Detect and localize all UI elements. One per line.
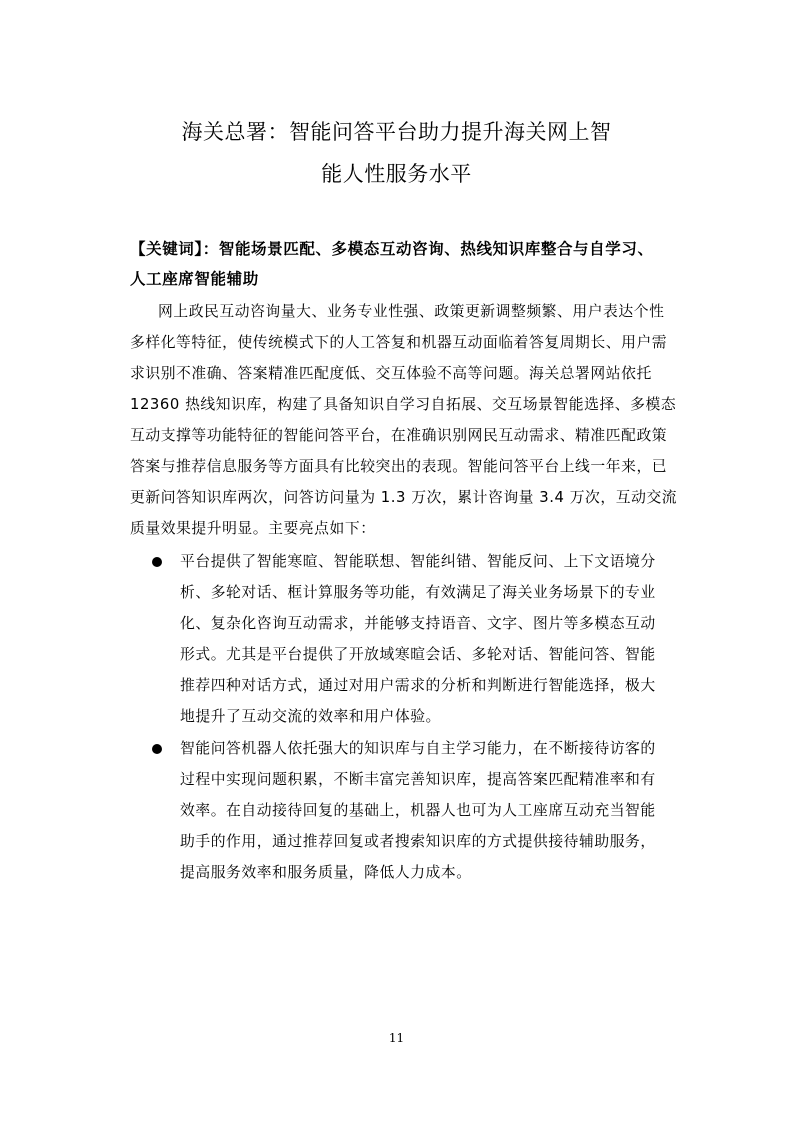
intro-line: 答案与推荐信息服务等方面具有比较突出的表现。智能问答平台上线一年来，已 xyxy=(130,458,668,475)
bullet-text xyxy=(180,546,685,732)
bullet-line: 析、多轮对话、框计算服务等功能，有效满足了海关业务场景下的专业 xyxy=(180,584,656,601)
document-title-line-1: 海关总署：智能问答平台助力提升海关网上智 xyxy=(181,120,612,144)
bullet-line: 效率。在自动接待回复的基础上，机器人也可为人工座席互动充当智能 xyxy=(180,802,656,819)
bullet-dot-icon xyxy=(152,744,162,754)
bullet-text xyxy=(180,733,685,888)
bullet-line: 形式。尤其是平台提供了开放域寒暄会话、多轮对话、智能问答、智能 xyxy=(180,646,656,663)
intro-line: 网上政民互动咨询量大、业务专业性强、政策更新调整频繁、用户表达个性 xyxy=(158,303,665,320)
bullet-line: 智能问答机器人依托强大的知识库与自主学习能力，在不断接待访客的 xyxy=(180,740,656,757)
document-title-line-2: 能人性服务水平 xyxy=(321,162,472,186)
keywords-section xyxy=(130,234,678,294)
bullet-line: 提高服务效率和服务质量，降低人力成本。 xyxy=(180,864,472,881)
bullet-line: 过程中实现问题积累，不断丰富完善知识库，提高答案匹配精准率和有 xyxy=(180,771,656,788)
bullet-line: 地提升了互动交流的效率和用户体验。 xyxy=(180,708,441,725)
intro-paragraph xyxy=(130,296,680,544)
intro-line: 更新问答知识库两次，问答访问量为 1.3 万次，累计咨询量 3.4 万次，互动交流 xyxy=(130,489,678,506)
intro-line: 互动支撑等功能特征的智能问答平台，在准确识别网民互动需求、精准匹配政策 xyxy=(130,427,668,444)
bullet-line: 助手的作用，通过推荐回复或者搜索知识库的方式提供接待辅助服务， xyxy=(180,833,656,850)
bullet-line: 平台提供了智能寒暄、智能联想、智能纠错、智能反问、上下文语境分 xyxy=(180,553,656,570)
page-number: 11 xyxy=(388,1031,405,1045)
bullet-dot-icon xyxy=(152,557,162,567)
intro-line: 质量效果提升明显。主要亮点如下： xyxy=(130,520,376,537)
bullet-line: 化、复杂化咨询互动需求，并能够支持语音、文字、图片等多模态互动 xyxy=(180,615,656,632)
intro-line: 多样化等特征，使传统模式下的人工答复和机器互动面临着答复周期长、用户需 xyxy=(130,334,668,351)
intro-line: 求识别不准确、答案精准匹配度低、交互体验不高等问题。海关总署网站依托 xyxy=(130,365,652,382)
bullet-line: 推荐四种对话方式，通过对用户需求的分析和判断进行智能选择，极大 xyxy=(180,677,656,694)
intro-line: 12360 热线知识库，构建了具备知识自学习自拓展、交互场景智能选择、多模态 xyxy=(130,396,677,413)
keywords-line-2: 人工座席智能辅助 xyxy=(130,270,259,288)
keywords-line-1: 【关键词】：智能场景匹配、多模态互动咨询、热线知识库整合与自学习、 xyxy=(130,240,654,258)
